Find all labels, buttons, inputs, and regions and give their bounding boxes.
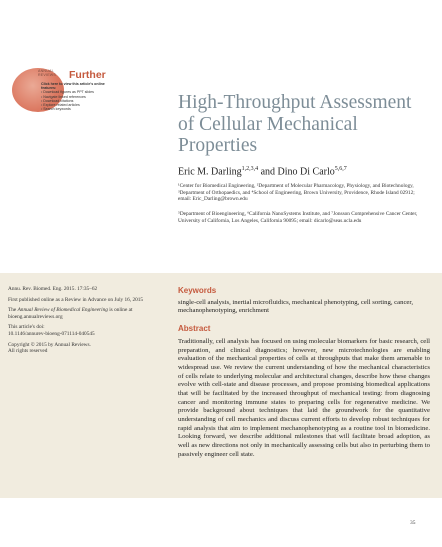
doi-value[interactable]: 10.1146/annurev-bioeng-071114-040545 (8, 330, 95, 337)
copyright: Copyright © 2015 by Annual Reviews. (8, 341, 91, 348)
affiliation-1: ¹Center for Biomedical Engineering, ²Department of Molecular Pharmacology, Physiology, and Biotechnology, ³Department of Orthopaedics, and ⁴School of Engineering, Brown University, Providence, Rhode Island 02912; email: Eric_Darling@brown.edu (178, 183, 415, 203)
rights: All rights reserved (8, 348, 48, 355)
page-number: 35 (410, 520, 416, 526)
badge-item-related[interactable]: • Explore related articles (41, 103, 117, 107)
author-and: and (258, 166, 278, 178)
online-post: is online at bioeng.annualreviews.org (8, 307, 133, 320)
citation: Annu. Rev. Biomed. Eng. 2015. 17:35–62 (8, 286, 98, 292)
online-note (8, 307, 158, 320)
badge-item-references[interactable]: • Navigate linked references (41, 95, 117, 99)
brand-line-2: REVIEWS (38, 73, 56, 77)
journal-name: Annual Review of Biomedical Engineering (17, 307, 108, 314)
author-2-affil: 5,6,7 (334, 166, 347, 172)
brand-line-1: ANNUAL (38, 69, 54, 73)
online-pre: The (8, 307, 18, 314)
affiliation-2: ⁵Department of Bioengineering, ⁶California NanoSystems Institute, and ⁷Jonsson Comprehensive Cancer Center, University of California, Los Angeles, California 90095; email: dicarlo@seas.ucla.edu (178, 211, 418, 224)
author-2: Dino Di Carlo (277, 166, 335, 178)
keywords-heading: Keywords (178, 286, 217, 295)
badge-head[interactable]: Click here to view this article's online features: (41, 82, 105, 91)
further-label[interactable]: Further (69, 69, 106, 81)
annual-reviews-logo (38, 69, 56, 77)
badge-feature-list (41, 90, 117, 111)
author-line (178, 166, 347, 177)
badge-item-ppt[interactable]: • Download figures as PPT slides (41, 90, 117, 94)
doi-block (8, 324, 158, 337)
further-badge[interactable] (8, 66, 106, 134)
first-published: First published online as a Review in Advance on July 16, 2015 (8, 296, 144, 303)
doi-label: This article's doi: (8, 324, 45, 331)
author-1: Eric M. Darling (178, 166, 242, 178)
abstract-heading: Abstract (178, 324, 211, 333)
keywords-text: single-cell analysis, inertial microfluidics, mechanical phenotyping, cell sorting, cancer, mechanophenotyping, enrichment (178, 299, 414, 315)
copyright-block (8, 342, 158, 355)
article-meta (8, 286, 158, 359)
article-title: High-Throughput Assessment of Cellular Mechanical Properties (178, 92, 412, 156)
author-1-affil: 1,2,3,4 (241, 166, 259, 172)
badge-features (41, 82, 117, 111)
abstract-text: Traditionally, cell analysis has focused on using molecular biomarkers for basic research, cell preparation, and clinical diagnostics; however, new microtechnologies are enabling evaluation of the mechanical properties of cells at throughputs that make them amenable to widespread use. We review the current understanding of how the mechanical characteristics of cells relate to underlying molecular and architectural changes, describe how these changes evolve with cell-state and disease processes, and propose promising biomedical applications that will be facilitated by the increased throughput of mechanical testing: from diagnosing cancer and monitoring immune states to preparing cells for regenerative medicine. We provide background about techniques that laid the groundwork for the quantitative understanding of cell mechanics and discuss current efforts to develop robust techniques for rapid analysis that aim to implement mechanophenotyping as a routine tool in biomedicine. Looking forward, we describe additional milestones that will facilitate broad adoption, as well as new directions not only in mechanically assessing cells but also in perturbing them to passively engineer cell state. (178, 338, 430, 458)
badge-item-keywords[interactable]: • Search keywords (41, 107, 117, 111)
badge-item-citations[interactable]: • Download citations (41, 99, 117, 103)
